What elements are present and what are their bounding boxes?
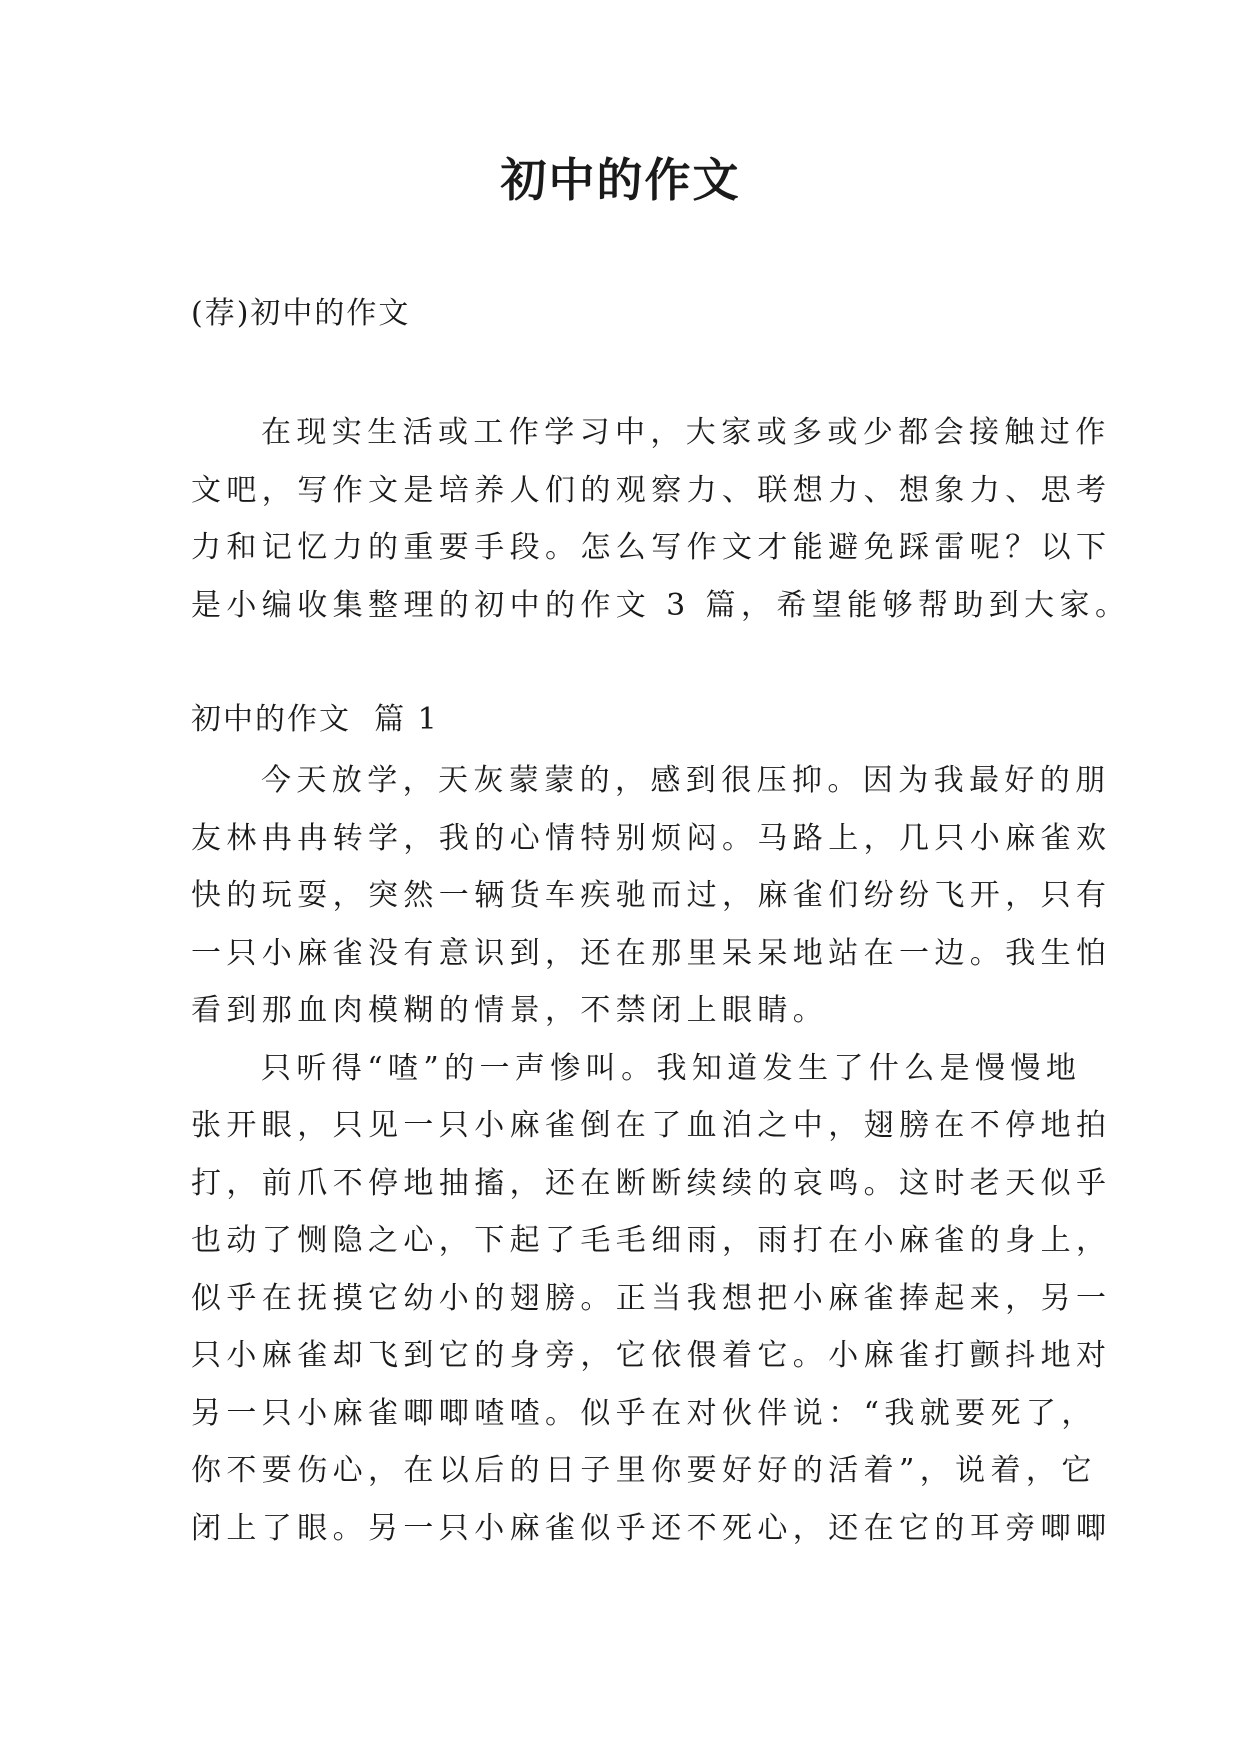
paragraph-line: 一只小麻雀没有意识到，还在那里呆呆地站在一边。我生怕 [191,935,1112,971]
page-title: 初中的作文 [500,153,741,207]
paragraph-line: 力和记忆力的重要手段。怎么写作文才能避免踩雷呢？以下 [191,530,1112,565]
paragraph-line: 也动了恻隐之心，下起了毛毛细雨，雨打在小麻雀的身上， [191,1223,1112,1258]
paragraph-line: 打，前爪不停地抽搐，还在断断续续的哀鸣。这时老天似乎 [191,1165,1112,1201]
section-heading: 初中的作文 篇 1 [191,702,439,737]
paragraph-line: 似乎在抚摸它幼小的翅膀。正当我想把小麻雀捧起来，另一 [191,1280,1112,1316]
paragraph-line: 闭上了眼。另一只小麻雀似乎还不死心，还在它的耳旁唧唧 [191,1510,1112,1546]
paragraph-line: 今天放学，天灰蒙蒙的，感到很压抑。因为我最好的朋 [261,763,1111,798]
intro-paragraph [191,404,1131,634]
paragraph-line: 快的玩耍，突然一辆货车疾驰而过，麻雀们纷纷飞开，只有 [191,878,1112,913]
paragraph-line: 只小麻雀却飞到它的身旁，它依偎着它。小麻雀打颤抖地对 [191,1338,1112,1373]
paragraph-line: 在现实生活或工作学习中，大家或多或少都会接触过作 [261,415,1111,450]
paragraph-line: 文吧，写作文是培养人们的观察力、联想力、想象力、思考 [191,472,1112,508]
paragraph-line: 你不要伤心，在以后的日子里你要好好的活着”，说着，它 [191,1453,1097,1488]
document-subtitle: (荐)初中的作文 [191,296,411,331]
paragraph-line: 是小编收集整理的初中的作文 3 篇，希望能够帮助到大家。 [191,587,1131,623]
paragraph-line: 张开眼，只见一只小麻雀倒在了血泊之中，翅膀在不停地拍 [191,1108,1112,1143]
paragraph-line: 友林冉冉转学，我的心情特别烦闷。马路上，几只小麻雀欢 [191,820,1112,856]
section-body [191,752,1112,1557]
paragraph-line: 看到那血肉模糊的情景，不禁闭上眼睛。 [191,993,829,1028]
paragraph-line: 另一只小麻雀唧唧喳喳。似乎在对伙伴说：“我就要死了， [191,1395,1097,1431]
paragraph-line: 只听得“喳”的一声惨叫。我知道发生了什么是慢慢地 [261,1050,1082,1086]
